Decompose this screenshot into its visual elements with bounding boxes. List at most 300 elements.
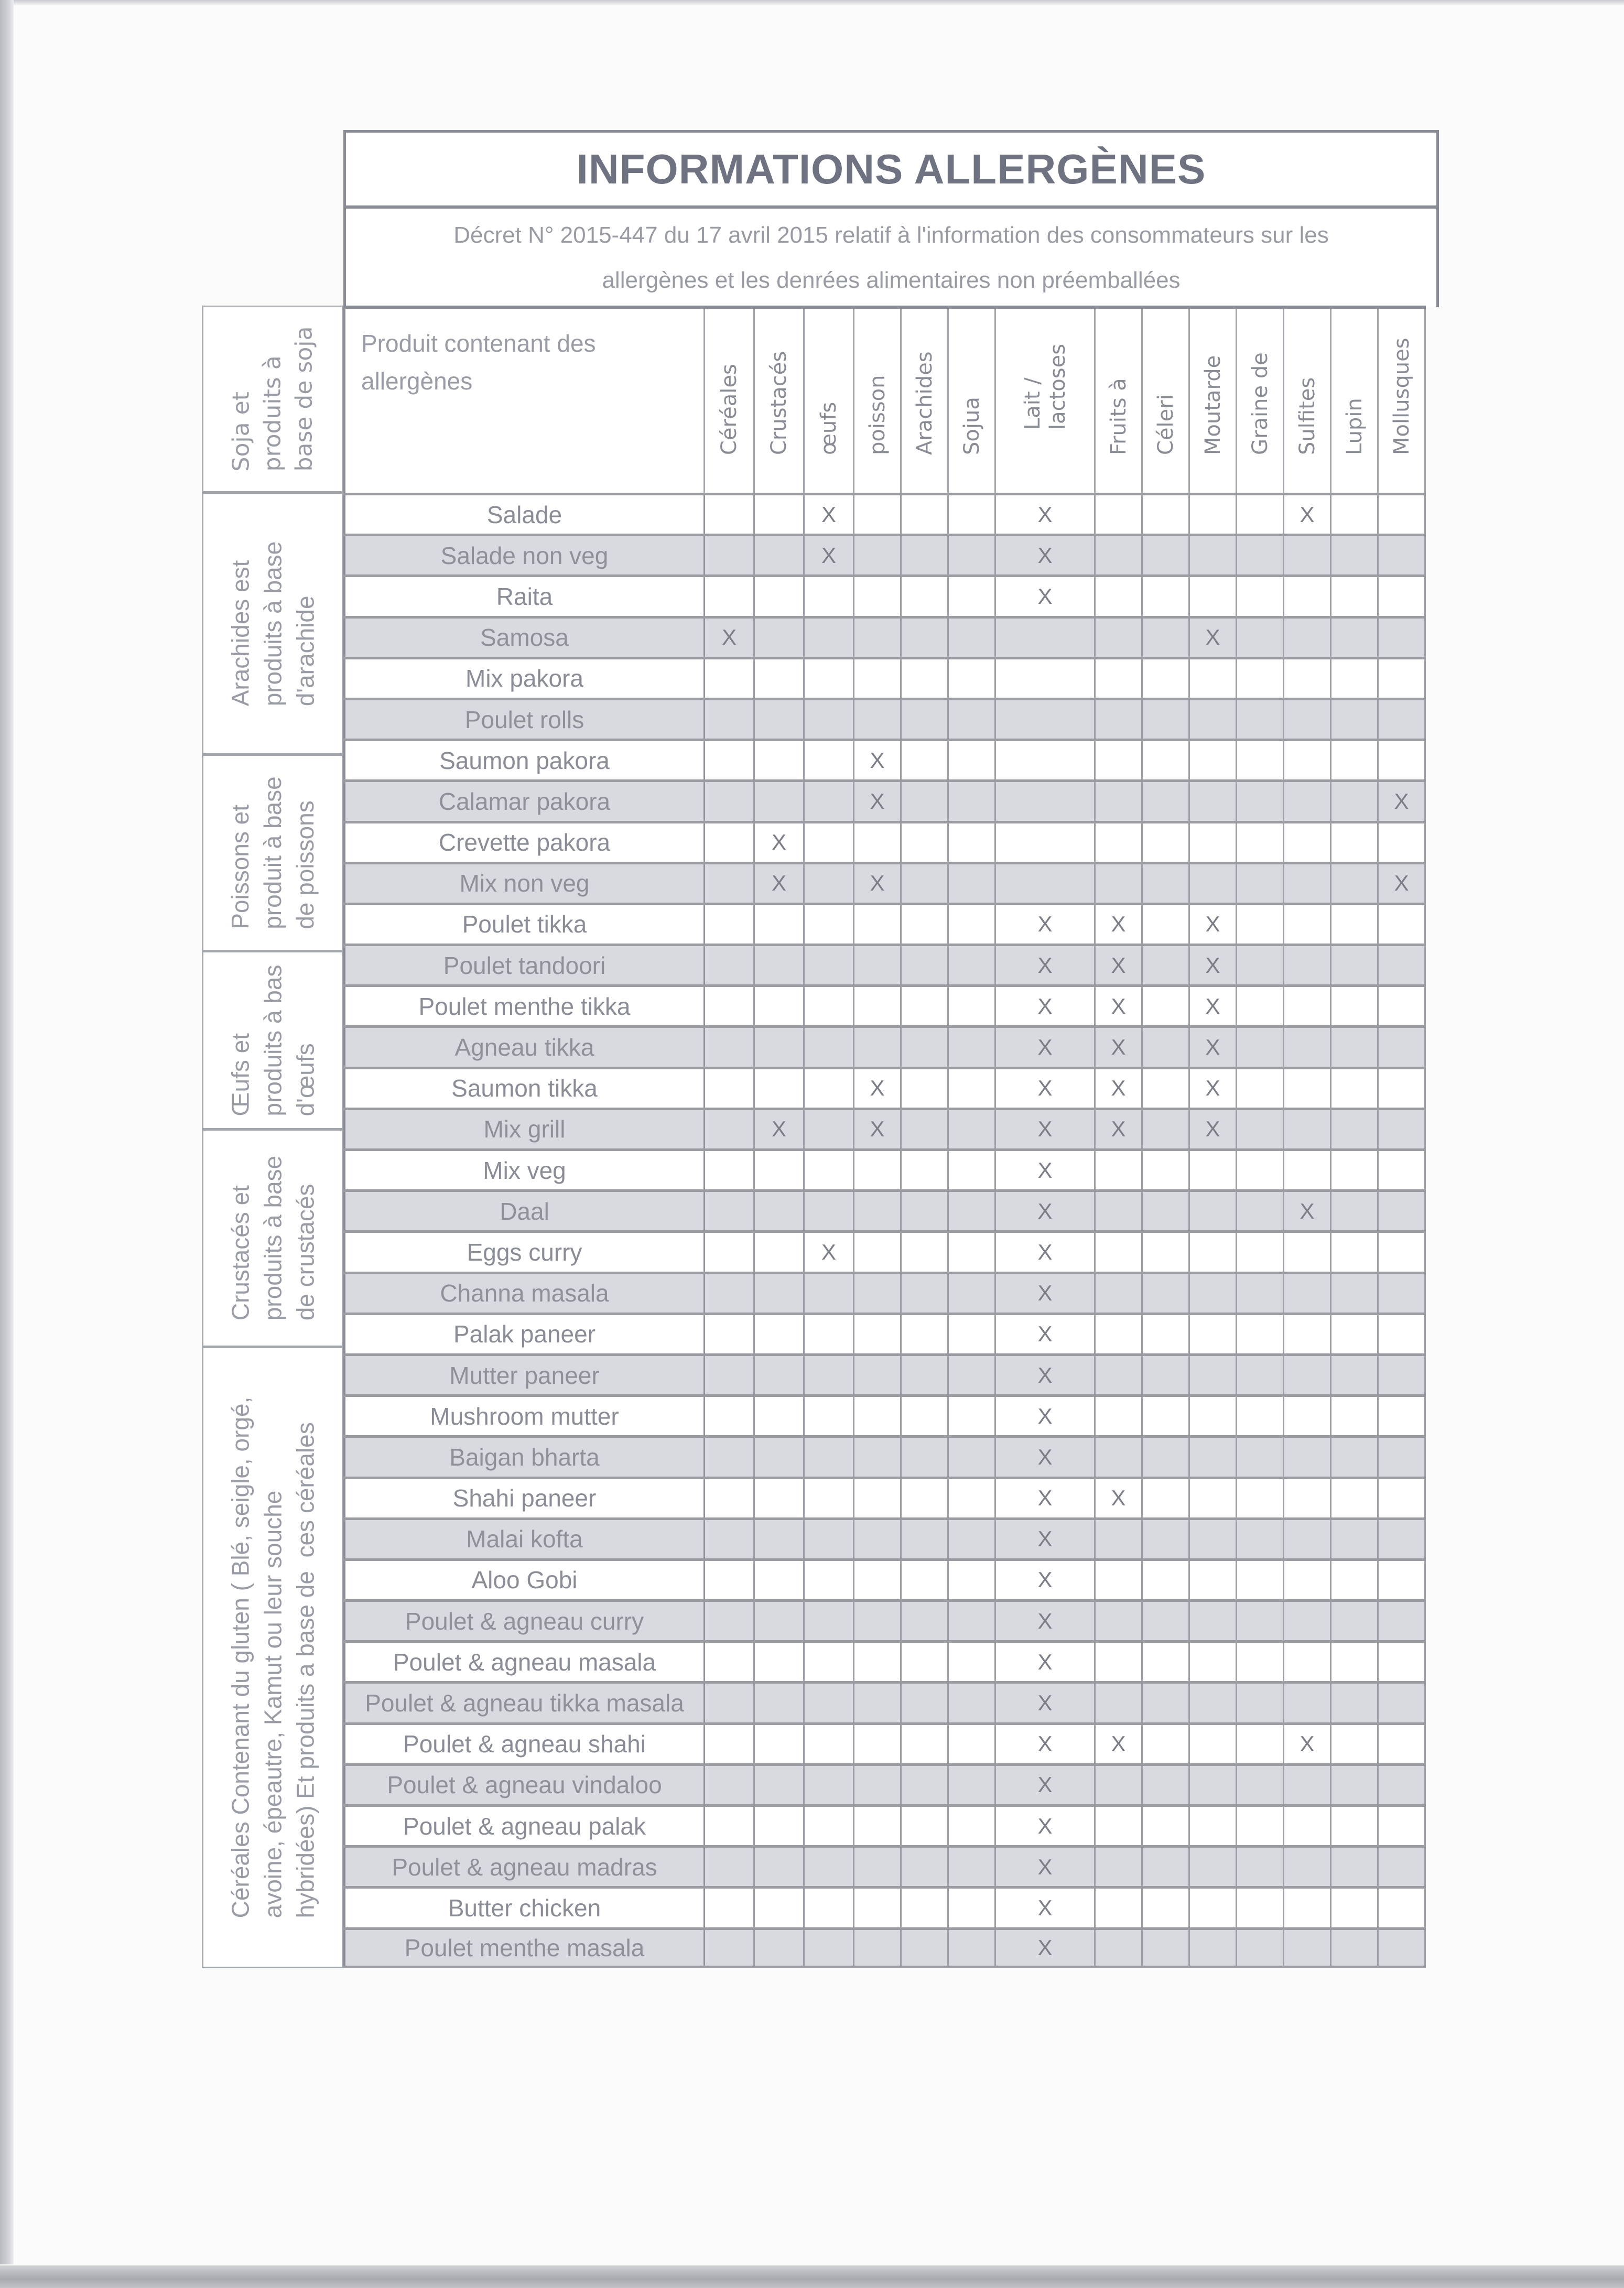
allergen-mark-lait: X [996,1192,1096,1230]
side-group [202,1347,343,1968]
allergen-cell-mollusques [1379,577,1426,615]
allergen-cell-mollusques [1379,1028,1426,1066]
allergen-cell-arachides [902,1602,949,1640]
allergen-mark-lait: X [996,1561,1096,1599]
allergen-mark-lait: X [996,1069,1096,1108]
allergen-cell-soja [949,1766,996,1804]
allergen-cell-soja [949,1561,996,1599]
allergen-cell-graine [1237,905,1284,944]
allergen-cell-fruits [1096,782,1143,820]
product-name: Poulet & agneau madras [343,1848,705,1886]
allergen-header-label: Mollusques [1389,338,1414,455]
allergen-cell-lupin [1331,905,1379,944]
allergen-cell-arachides [902,823,949,862]
allergen-cell-graine [1237,577,1284,615]
allergen-cell-oeufs [805,1315,854,1353]
allergen-cell-crustaces [755,536,805,574]
allergen-header-oeufs [805,309,854,493]
allergen-cell-sulfites [1284,1930,1331,1966]
allergen-cell-lupin [1331,782,1379,820]
allergen-cell-cereales [705,1643,755,1681]
allergen-cell-soja [949,1151,996,1189]
product-name: Eggs curry [343,1233,705,1271]
allergen-cell-crustaces [755,1274,805,1313]
allergen-mark-fruits: X [1096,1110,1143,1148]
allergen-cell-cereales [705,1356,755,1394]
allergen-cell-arachides [902,700,949,739]
table-row [343,1477,1426,1517]
allergen-cell-sulfites [1284,1520,1331,1558]
allergen-cell-arachides [902,1684,949,1722]
allergen-cell-crustaces [755,1151,805,1189]
allergen-cell-mollusques [1379,1192,1426,1230]
allergen-cell-soja [949,905,996,944]
allergen-cell-mollusques [1379,1479,1426,1517]
allergen-cell-soja [949,1110,996,1148]
allergen-cell-oeufs [805,905,854,944]
allergen-cell-celeri [1143,1356,1190,1394]
allergen-cell-sulfites [1284,1274,1331,1313]
allergen-cell-crustaces [755,1602,805,1640]
allergen-cell-sulfites [1284,1889,1331,1927]
allergen-header-mollusques [1379,309,1426,493]
allergen-cell-poisson [854,946,902,984]
allergen-cell-moutarde [1190,823,1237,862]
allergen-mark-mollusques: X [1379,864,1426,903]
allergen-cell-oeufs [805,659,854,698]
allergen-cell-arachides [902,1889,949,1927]
allergen-cell-mollusques [1379,823,1426,862]
allergen-cell-sulfites [1284,619,1331,657]
allergen-mark-poisson: X [854,1110,902,1148]
allergen-cell-soja [949,987,996,1025]
table-row [343,1722,1426,1763]
product-name: Poulet & agneau masala [343,1643,705,1681]
allergen-cell-poisson [854,987,902,1025]
allergen-cell-graine [1237,864,1284,903]
product-name: Poulet & agneau tikka masala [343,1684,705,1722]
allergen-cell-graine [1237,1479,1284,1517]
allergen-cell-soja [949,1356,996,1394]
allergen-cell-cereales [705,536,755,574]
allergen-cell-arachides [902,1766,949,1804]
allergen-cell-celeri [1143,1643,1190,1681]
allergen-cell-cereales [705,1520,755,1558]
allergen-mark-fruits: X [1096,1725,1143,1763]
allergen-cell-arachides [902,659,949,698]
allergen-cell-cereales [705,1930,755,1966]
allergen-mark-lait: X [996,1766,1096,1804]
allergen-cell-graine [1237,741,1284,779]
allergen-mark-moutarde: X [1190,1069,1237,1108]
table-row [343,1394,1426,1435]
allergen-cell-arachides [902,1028,949,1066]
allergen-cell-soja [949,1807,996,1845]
table-row [343,1927,1426,1968]
allergen-cell-cereales [705,1315,755,1353]
allergen-cell-crustaces [755,741,805,779]
allergen-cell-cereales [705,741,755,779]
allergen-cell-arachides [902,1069,949,1108]
allergen-cell-soja [949,741,996,779]
allergen-cell-celeri [1143,577,1190,615]
allergen-cell-poisson [854,1643,902,1681]
allergen-cell-soja [949,1315,996,1353]
allergen-mark-fruits: X [1096,1479,1143,1517]
allergen-cell-oeufs [805,1766,854,1804]
table-row [343,944,1426,984]
allergen-cell-soja [949,1192,996,1230]
allergen-cell-arachides [902,1848,949,1886]
allergen-cell-cereales [705,1725,755,1763]
allergen-mark-moutarde: X [1190,987,1237,1025]
allergen-cell-crustaces [755,1725,805,1763]
table-row [343,862,1426,903]
allergen-cell-moutarde [1190,1889,1237,1927]
allergen-cell-celeri [1143,1930,1190,1966]
allergen-cell-arachides [902,1192,949,1230]
allergen-header-label: Graine de [1248,352,1272,455]
allergen-cell-fruits [1096,1807,1143,1845]
allergen-cell-sulfites [1284,1356,1331,1394]
allergen-cell-sulfites [1284,1315,1331,1353]
allergen-cell-lupin [1331,1684,1379,1722]
allergen-cell-poisson [854,1192,902,1230]
table-row [343,1313,1426,1353]
side-group-label: Poissons et produit à base de poissons [226,776,319,929]
allergen-cell-fruits [1096,1192,1143,1230]
allergen-mark-lait: X [996,1110,1096,1148]
allergen-header-label: Crustacés [767,351,791,455]
allergen-cell-poisson [854,577,902,615]
allergen-cell-moutarde [1190,1684,1237,1722]
allergen-cell-mollusques [1379,1069,1426,1108]
allergen-cell-soja [949,864,996,903]
allergen-cell-cereales [705,782,755,820]
allergen-cell-poisson [854,1561,902,1599]
allergen-cell-lupin [1331,1069,1379,1108]
allergen-cell-lupin [1331,1643,1379,1681]
page-edge-top [14,0,1624,5]
allergen-cell-lupin [1331,1233,1379,1271]
allergen-cell-soja [949,1725,996,1763]
allergen-cell-sulfites [1284,1602,1331,1640]
allergen-cell-lupin [1331,495,1379,534]
allergen-header-lait [996,309,1096,493]
allergen-cell-cereales [705,1233,755,1271]
allergen-cell-arachides [902,1807,949,1845]
allergen-cell-crustaces [755,1438,805,1476]
allergen-cell-crustaces [755,1192,805,1230]
allergen-cell-oeufs [805,741,854,779]
allergen-cell-soja [949,1848,996,1886]
product-name: Aloo Gobi [343,1561,705,1599]
allergen-header-label: œufs [817,402,841,455]
product-name: Poulet menthe masala [343,1930,705,1966]
allergen-cell-cereales [705,1438,755,1476]
allergen-cell-moutarde [1190,1643,1237,1681]
side-group-label: Soja et produits à base de soja [228,326,318,472]
allergen-cell-soja [949,619,996,657]
allergen-cell-graine [1237,1315,1284,1353]
allergen-cell-crustaces [755,577,805,615]
side-group-label: Arachides est produits à base d'arachide [226,541,319,706]
allergen-cell-cereales [705,700,755,739]
allergen-cell-moutarde [1190,1520,1237,1558]
allergen-cell-fruits [1096,536,1143,574]
allergen-cell-crustaces [755,1766,805,1804]
allergen-cell-crustaces [755,700,805,739]
product-name: Mushroom mutter [343,1397,705,1435]
product-name: Baigan bharta [343,1438,705,1476]
allergen-cell-moutarde [1190,864,1237,903]
allergen-cell-poisson [854,1028,902,1066]
allergen-cell-lupin [1331,1725,1379,1763]
allergen-cell-cereales [705,905,755,944]
allergen-cell-crustaces [755,1397,805,1435]
allergen-cell-lupin [1331,1192,1379,1230]
allergen-cell-cereales [705,1602,755,1640]
allergen-mark-lait: X [996,1725,1096,1763]
product-name: Poulet tikka [343,905,705,944]
allergen-header-graine [1237,309,1284,493]
allergen-cell-mollusques [1379,1848,1426,1886]
allergen-mark-crustaces: X [755,864,805,903]
allergen-cell-poisson [854,905,902,944]
table-row [343,1272,1426,1313]
allergen-cell-fruits [1096,1397,1143,1435]
allergen-cell-oeufs [805,823,854,862]
product-name: Daal [343,1192,705,1230]
allergen-cell-celeri [1143,1233,1190,1271]
allergen-cell-graine [1237,1520,1284,1558]
allergen-header-arachides [902,309,949,493]
allergen-mark-lait: X [996,577,1096,615]
product-column-header: Produit contenant des allergènes [343,309,705,493]
allergen-mark-lait: X [996,1356,1096,1394]
allergen-cell-oeufs [805,782,854,820]
allergen-cell-mollusques [1379,1602,1426,1640]
allergen-cell-lupin [1331,1561,1379,1599]
page-edge-left [0,0,14,2264]
allergen-cell-sulfites [1284,536,1331,574]
allergen-cell-oeufs [805,1930,854,1966]
allergen-cell-cereales [705,1274,755,1313]
allergen-cell-arachides [902,1233,949,1271]
allergen-cell-graine [1237,1356,1284,1394]
allergen-cell-fruits [1096,700,1143,739]
allergen-cell-mollusques [1379,741,1426,779]
allergen-cell-arachides [902,1725,949,1763]
allergen-cell-poisson [854,1397,902,1435]
allergen-cell-lupin [1331,1602,1379,1640]
allergen-cell-graine [1237,1192,1284,1230]
allergen-mark-fruits: X [1096,1069,1143,1108]
allergen-cell-poisson [854,1315,902,1353]
subtitle-line-1: Décret N° 2015-447 du 17 avril 2015 relatif à l'information des consommateurs sur les [453,222,1329,248]
table-row [343,903,1426,944]
allergen-cell-mollusques [1379,659,1426,698]
product-name: Agneau tikka [343,1028,705,1066]
allergen-cell-celeri [1143,1110,1190,1148]
allergen-header-label: Arachides [912,351,937,455]
allergen-cell-arachides [902,1561,949,1599]
table-row [343,1230,1426,1271]
allergen-cell-mollusques [1379,1889,1426,1927]
allergen-cell-lupin [1331,741,1379,779]
allergen-cell-poisson [854,1479,902,1517]
table-row [343,1148,1426,1189]
allergen-cell-fruits [1096,1561,1143,1599]
allergen-header-label: Céleri [1153,394,1178,455]
allergen-cell-fruits [1096,1274,1143,1313]
allergen-cell-poisson [854,495,902,534]
allergen-cell-fruits [1096,1602,1143,1640]
allergen-cell-poisson [854,823,902,862]
allergen-cell-lait [996,619,1096,657]
allergen-mark-lait: X [996,1889,1096,1927]
allergen-cell-cereales [705,577,755,615]
allergen-cell-graine [1237,700,1284,739]
allergen-cell-celeri [1143,536,1190,574]
allergen-cell-mollusques [1379,946,1426,984]
allergen-cell-arachides [902,1397,949,1435]
allergen-mark-crustaces: X [755,1110,805,1148]
allergen-cell-moutarde [1190,1479,1237,1517]
allergen-cell-moutarde [1190,1561,1237,1599]
allergen-cell-lupin [1331,659,1379,698]
allergen-cell-moutarde [1190,1848,1237,1886]
allergen-cell-moutarde [1190,1315,1237,1353]
allergen-cell-graine [1237,823,1284,862]
allergen-cell-oeufs [805,1274,854,1313]
allergen-cell-crustaces [755,987,805,1025]
allergen-cell-arachides [902,1479,949,1517]
allergen-mark-lait: X [996,1151,1096,1189]
allergen-cell-cereales [705,1807,755,1845]
allergen-cell-celeri [1143,1274,1190,1313]
table-row [343,1517,1426,1558]
allergen-cell-fruits [1096,659,1143,698]
allergen-cell-lupin [1331,987,1379,1025]
allergen-cell-celeri [1143,823,1190,862]
table-row [343,1886,1426,1927]
allergen-cell-moutarde [1190,536,1237,574]
table-row [343,1067,1426,1108]
product-name: Salade non veg [343,536,705,574]
allergen-cell-celeri [1143,1028,1190,1066]
allergen-cell-crustaces [755,1479,805,1517]
allergen-cell-arachides [902,1520,949,1558]
allergen-cell-sulfites [1284,864,1331,903]
allergen-header-label: Lait / lactoses [1020,343,1070,430]
allergen-cell-fruits [1096,1766,1143,1804]
allergen-cell-arachides [902,864,949,903]
allergen-cell-lupin [1331,1274,1379,1313]
allergen-mark-moutarde: X [1190,946,1237,984]
allergen-cell-fruits [1096,1315,1143,1353]
side-group [202,493,343,755]
product-name: Crevette pakora [343,823,705,862]
table-row [343,1640,1426,1681]
allergen-cell-fruits [1096,1643,1143,1681]
allergen-cell-moutarde [1190,1397,1237,1435]
allergen-cell-sulfites [1284,1110,1331,1148]
allergen-cell-poisson [854,1438,902,1476]
allergen-cell-soja [949,782,996,820]
table-row [343,1804,1426,1845]
allergen-cell-lupin [1331,1028,1379,1066]
allergen-cell-sulfites [1284,1479,1331,1517]
allergen-cell-sulfites [1284,1397,1331,1435]
allergen-cell-poisson [854,1520,902,1558]
allergen-cell-oeufs [805,1356,854,1394]
allergen-cell-cereales [705,1110,755,1148]
product-name: Poulet & agneau palak [343,1807,705,1845]
allergen-cell-lupin [1331,1520,1379,1558]
allergen-mark-fruits: X [1096,905,1143,944]
allergen-cell-mollusques [1379,1110,1426,1148]
allergen-cell-graine [1237,1274,1284,1313]
table-row [343,1681,1426,1722]
allergen-cell-mollusques [1379,700,1426,739]
allergen-cell-arachides [902,1356,949,1394]
allergen-header-label: Fruits à [1106,378,1131,455]
product-name: Mix veg [343,1151,705,1189]
allergen-cell-lupin [1331,700,1379,739]
allergen-cell-sulfites [1284,1684,1331,1722]
allergen-cell-lupin [1331,1438,1379,1476]
product-name: Palak paneer [343,1315,705,1353]
allergen-cell-mollusques [1379,1397,1426,1435]
allergen-cell-oeufs [805,1520,854,1558]
product-name: Poulet & agneau curry [343,1602,705,1640]
allergen-cell-arachides [902,1110,949,1148]
allergen-cell-sulfites [1284,905,1331,944]
allergen-header-celeri [1143,309,1190,493]
table-row [343,1353,1426,1394]
product-name: Saumon tikka [343,1069,705,1108]
allergen-cell-celeri [1143,905,1190,944]
product-name: Mutter paneer [343,1356,705,1394]
allergen-cell-moutarde [1190,1438,1237,1476]
allergen-cell-oeufs [805,946,854,984]
allergen-cell-oeufs [805,1479,854,1517]
allergen-cell-graine [1237,1602,1284,1640]
allergen-cell-graine [1237,1561,1284,1599]
allergen-cell-moutarde [1190,1602,1237,1640]
table-row [343,657,1426,698]
allergen-cell-graine [1237,1069,1284,1108]
allergen-cell-poisson [854,1889,902,1927]
allergen-cell-graine [1237,1233,1284,1271]
allergen-mark-sulfites: X [1284,1192,1331,1230]
allergen-cell-oeufs [805,1807,854,1845]
subtitle-line-2: allergènes et les denrées alimentaires non préemballées [602,267,1181,293]
allergen-cell-graine [1237,536,1284,574]
allergen-header-cereales [705,309,755,493]
allergen-cell-graine [1237,1848,1284,1886]
allergen-cell-graine [1237,782,1284,820]
side-group-label: Œufs et produits à bas d'œufs [226,964,319,1116]
allergen-cell-lupin [1331,536,1379,574]
allergen-cell-celeri [1143,700,1190,739]
table-row [343,1558,1426,1599]
allergen-cell-celeri [1143,1315,1190,1353]
allergen-cell-sulfites [1284,1766,1331,1804]
allergen-cell-crustaces [755,782,805,820]
allergen-cell-soja [949,495,996,534]
